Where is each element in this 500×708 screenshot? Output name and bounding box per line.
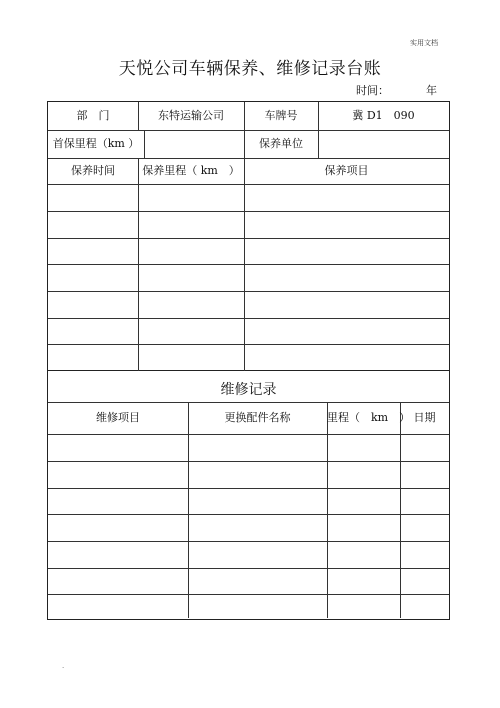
time-label: 时间： [356,84,389,97]
replaced-parts-header: 更换配件名称 [224,411,291,424]
maintenance-unit-label: 保养单位 [259,137,303,150]
first-mileage-label: 首保里程（km ） [52,137,140,150]
repair-mileage-header: 里程（ km ） [327,411,411,424]
dept-label: 部 门 [76,109,110,122]
page-title: 天悦公司车辆保养、维修记录台账 [118,59,382,79]
plate-value: 冀 D1 090 [352,109,415,122]
maintenance-items-header: 保养项目 [324,164,369,177]
year-label: 年 [426,84,437,97]
footer-mark: . [62,662,65,670]
header-note: 实用文档 [410,39,438,47]
maintenance-mileage-header: 保养里程（ km ） [142,164,240,177]
repair-item-header: 维修项目 [96,411,140,424]
dept-value: 东特运输公司 [158,109,224,122]
maintenance-time-header: 保养时间 [71,164,115,177]
plate-label: 车牌号 [264,109,298,122]
repair-section-title: 维修记录 [220,382,277,398]
maintenance-table [47,101,450,371]
repair-date-header: 日期 [413,411,436,424]
repair-table [47,371,450,620]
